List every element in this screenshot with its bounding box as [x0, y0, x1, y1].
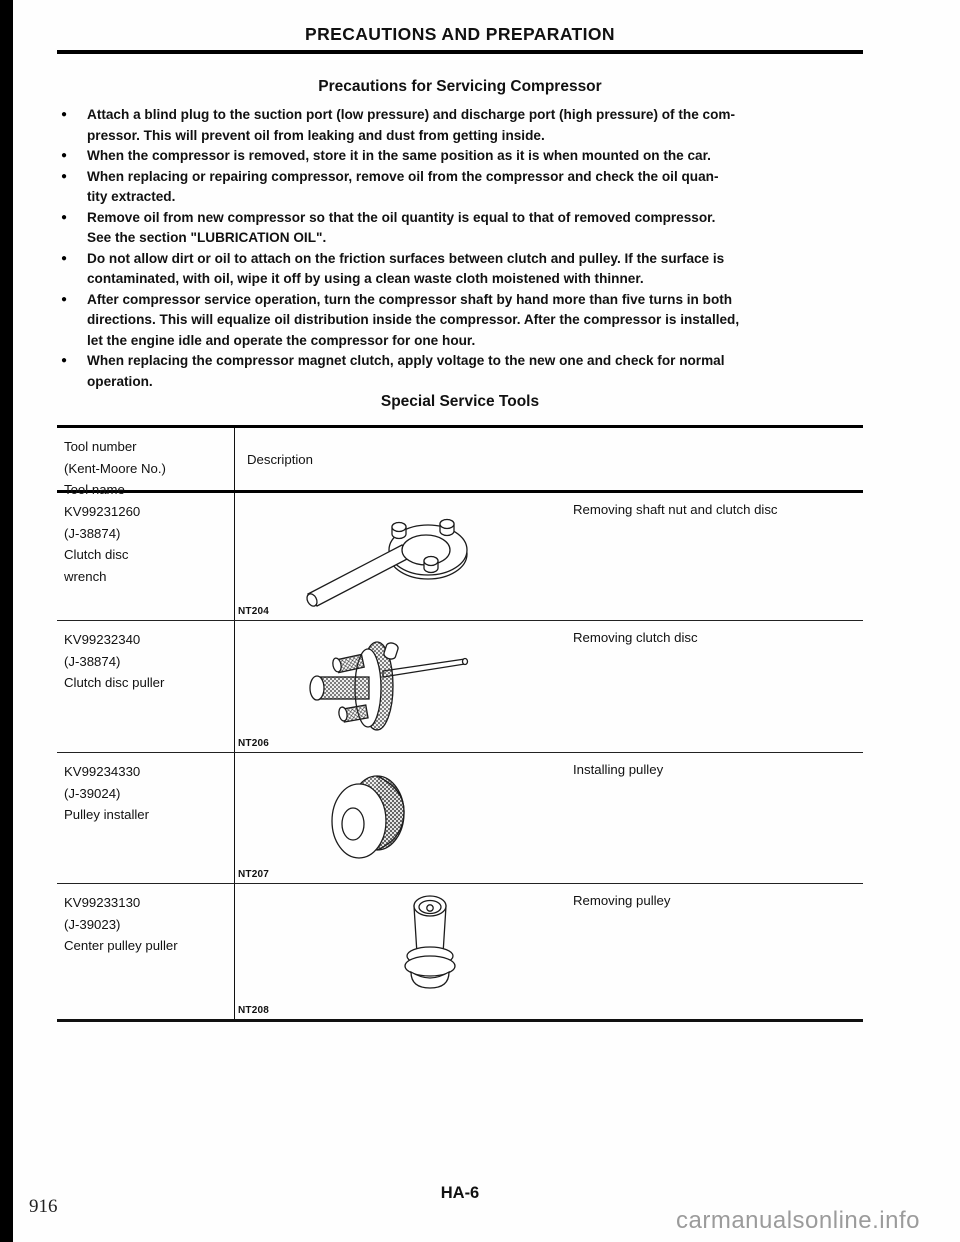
precautions-bullet-list — [61, 105, 863, 392]
bullet-line: After compressor service operation, turn the compressor shaft by hand more than five turns in both — [87, 291, 733, 307]
bullet-text — [87, 105, 863, 146]
header-label: Description — [247, 451, 313, 467]
bullet-icon: ● — [61, 355, 68, 366]
kent-moore-number: (J-38874) — [64, 653, 121, 669]
tool-description-cell — [235, 884, 863, 1019]
clutch-disc-puller-figure — [265, 629, 495, 744]
tool-number: KV99231260 — [64, 504, 141, 519]
list-item — [61, 105, 863, 146]
bullet-line: Attach a blind plug to the suction port (low pressure) and discharge port (high pressure) of the com- — [87, 107, 736, 122]
figure-label: NT204 — [238, 606, 270, 617]
bullet-text — [87, 351, 863, 392]
bullet-line: tity extracted. — [87, 189, 176, 204]
tool-id-cell — [57, 621, 235, 752]
bullet-icon: ● — [61, 211, 68, 223]
special-service-tools-table — [57, 425, 863, 1022]
section-tools-title: Special Service Tools — [380, 393, 540, 410]
bullet-icon: ● — [61, 109, 68, 120]
bolt — [392, 523, 406, 539]
tool-description-cell — [235, 753, 863, 883]
scan-edge-strip — [0, 0, 13, 1242]
bullet-icon: ● — [61, 293, 68, 305]
tool-description: Installing pulley — [573, 762, 664, 777]
figure-label: NT207 — [238, 869, 270, 880]
bullet-line: contaminated, with oil, wipe it off by using a clean waste cloth moistened with thinner. — [87, 271, 644, 286]
table-row — [57, 753, 863, 884]
list-item — [61, 146, 863, 167]
bullet-text — [87, 290, 863, 352]
bullet-text — [87, 146, 863, 167]
tool-description: Removing shaft nut and clutch disc — [573, 502, 778, 517]
list-item — [61, 167, 863, 208]
bullet-line: let the engine idle and operate the compressor for one hour. — [87, 332, 476, 348]
tool-number: KV99232340 — [64, 632, 141, 647]
tool-id-cell — [57, 884, 235, 1019]
header-line: Tool number — [64, 439, 137, 454]
clutch-disc-wrench-figure — [235, 495, 535, 615]
bullet-line: When the compressor is removed, store it in the same position as it is when mounted on the car. — [87, 148, 711, 163]
page-title: PRECAUTIONS AND PREPARATION — [305, 24, 615, 44]
bullet-line: operation. — [87, 373, 153, 389]
bullet-line: When replacing or repairing compressor, remove oil from the compressor and check the oil quan- — [87, 168, 719, 184]
kent-moore-number: (J-39024) — [64, 785, 121, 801]
tool-description: Removing pulley — [573, 893, 671, 908]
section-precautions-title: Precautions for Servicing Compressor — [318, 78, 602, 95]
table-header-row — [57, 428, 863, 497]
tool-name: Center pulley puller — [64, 938, 178, 953]
bullet-line: Do not allow dirt or oil to attach on the friction surfaces between clutch and pulley. If the surface is — [87, 250, 725, 266]
list-item — [61, 249, 863, 290]
tool-description-cell — [235, 621, 863, 752]
bullet-line: When replacing the compressor magnet clutch, apply voltage to the new one and check for normal — [87, 353, 725, 368]
tool-name: Pulley installer — [64, 807, 150, 822]
figure-label: NT208 — [238, 1005, 270, 1016]
kent-moore-number: (J-39023) — [64, 916, 121, 932]
pulley-installer-figure — [295, 771, 455, 871]
table-row — [57, 884, 863, 1019]
bolt — [424, 557, 438, 573]
list-item — [61, 351, 863, 392]
bullet-icon: ● — [61, 252, 68, 264]
figure-label: NT206 — [238, 738, 270, 749]
list-item — [61, 290, 863, 352]
tool-description: Removing clutch disc — [573, 630, 698, 645]
table-row — [57, 493, 863, 621]
tool-id-cell — [57, 753, 235, 883]
tool-description-cell — [235, 493, 863, 620]
title-rule — [57, 50, 863, 54]
list-item — [61, 208, 863, 249]
page-code: HA-6 — [440, 1184, 480, 1202]
tool-name: Clutch disc — [64, 547, 129, 562]
tool-id-cell — [57, 493, 235, 620]
description-header-cell — [235, 428, 863, 490]
center-pulley-puller-figure — [365, 892, 495, 1002]
header-line: Tool name — [64, 482, 125, 497]
book-page-number: 916 — [29, 1196, 58, 1217]
tool-number: KV99233130 — [64, 895, 141, 910]
bullet-line: Remove oil from new compressor so that the oil quantity is equal to that of removed compressor. — [87, 209, 716, 225]
header-line: (Kent-Moore No.) — [64, 460, 166, 476]
tool-number: KV99234330 — [64, 764, 141, 779]
bullet-text — [87, 249, 863, 290]
bullet-text — [87, 208, 863, 249]
bullet-icon: ● — [61, 170, 68, 182]
bullet-line: See the section "LUBRICATION OIL". — [87, 230, 327, 245]
bullet-text — [87, 167, 863, 208]
watermark-text: carmanualsonline.info — [676, 1207, 920, 1234]
bolt — [440, 520, 454, 536]
kent-moore-number: (J-38874) — [64, 525, 121, 541]
tool-number-header-cell — [57, 428, 235, 497]
tool-name: Clutch disc puller — [64, 675, 165, 690]
bullet-line: directions. This will equalize oil distribution inside the compressor. After the compressor is installed, — [87, 312, 740, 327]
bullet-icon: ● — [61, 150, 68, 161]
table-row — [57, 621, 863, 753]
bullet-line: pressor. This will prevent oil from leaking and dust from getting inside. — [87, 127, 545, 143]
tool-name: wrench — [64, 568, 107, 584]
